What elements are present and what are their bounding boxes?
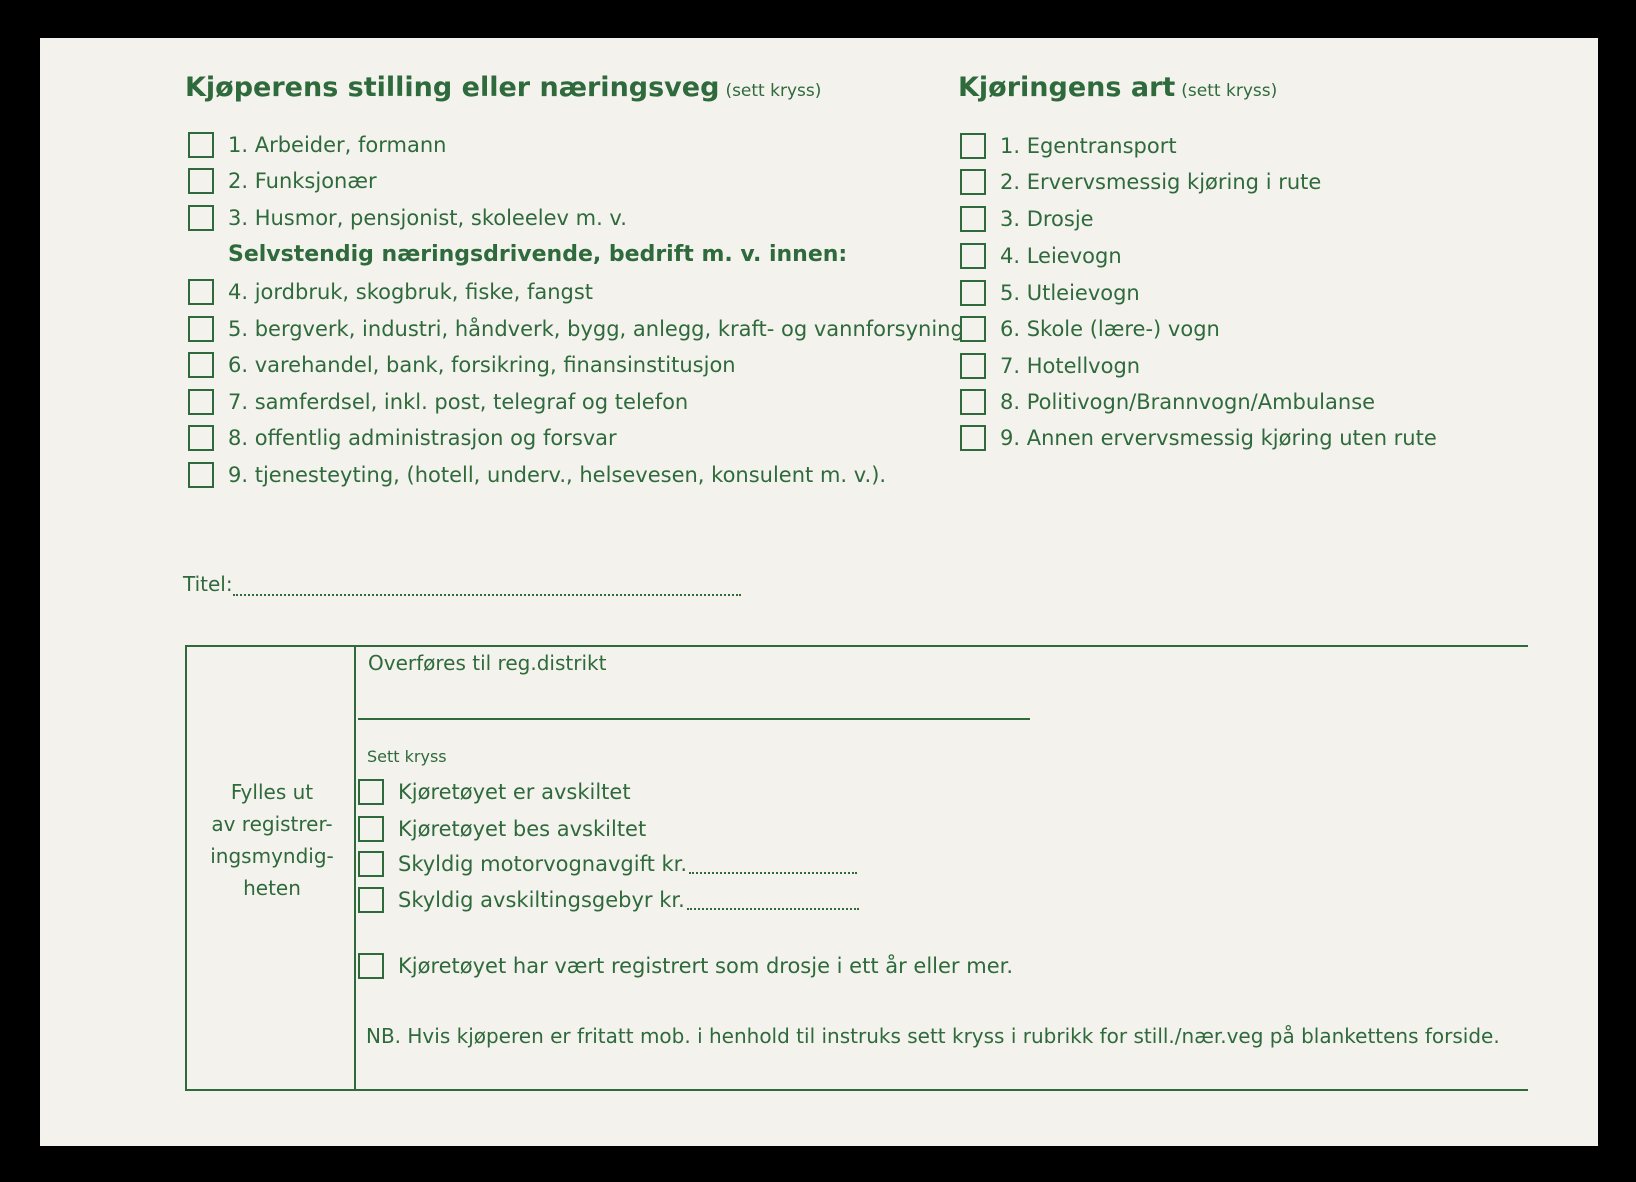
title-label: Titel: [183,572,233,596]
driving-option-9[interactable] [960,425,1437,451]
side-text-line: heten [243,876,301,900]
driving-type-title: Kjøringens art [958,72,1176,103]
occupation-option-4[interactable] [188,279,593,305]
checkbox[interactable] [960,206,986,232]
checkbox[interactable] [358,779,384,805]
mark-instruction-label: Sett kryss [367,747,447,766]
occupation-option-8[interactable] [188,425,617,451]
checkbox[interactable] [960,133,986,159]
nb-note: NB. Hvis kjøperen er fritatt mob. i henhold til instruks sett kryss i rubrikk for still./nær.veg på blankettens forside. [366,1024,1500,1048]
option-label: 8. offentlig administrasjon og forsvar [228,426,617,450]
checkbox[interactable] [358,953,384,979]
option-label: 3. Drosje [1000,207,1094,231]
checkbox[interactable] [188,168,214,194]
amount-dotted-line[interactable] [689,854,857,874]
driving-type-heading [958,72,1277,103]
checkbox[interactable] [188,389,214,415]
self-employed-subheading: Selvstendig næringsdrivende, bedrift m. v. innen: [228,242,848,267]
option-label: 2. Ervervsmessig kjøring i rute [1000,170,1322,194]
driving-type-note: (sett kryss) [1181,81,1278,101]
option-label: 1. Arbeider, formann [228,133,447,157]
checkbox[interactable] [960,243,986,269]
transfer-district-line[interactable] [358,718,1030,720]
checkbox[interactable] [188,205,214,231]
option-label: 4. jordbruk, skogbruk, fiske, fangst [228,280,594,304]
checkbox[interactable] [188,316,214,342]
registry-box-left-border [185,645,187,1091]
checkbox[interactable] [960,169,986,195]
checkbox[interactable] [188,425,214,451]
option-label: 6. varehandel, bank, forsikring, finansinstitusjon [228,353,736,377]
option-label: Skyldig avskiltingsgebyr kr. [398,888,685,912]
side-text-line: Fylles ut [230,780,314,804]
amount-dotted-line[interactable] [687,890,859,910]
check-deregistered[interactable] [358,779,631,805]
option-label: 4. Leievogn [1000,244,1122,268]
option-label: 5. Utleievogn [1000,281,1140,305]
option-label: 7. Hotellvogn [1000,354,1141,378]
registry-box-top-border [185,645,1528,647]
occupation-option-5[interactable] [188,316,964,342]
option-label: 1. Egentransport [1000,134,1177,158]
occupation-option-3[interactable] [188,205,627,231]
title-field[interactable] [183,572,741,596]
registry-authority-note [190,776,354,904]
driving-option-2[interactable] [960,169,1321,195]
driving-option-3[interactable] [960,206,1094,232]
checkbox[interactable] [960,425,986,451]
check-vehicle-tax-owed[interactable] [358,851,857,877]
checkbox[interactable] [358,816,384,842]
driving-option-5[interactable] [960,280,1140,306]
option-label: 8. Politivogn/Brannvogn/Ambulanse [1000,390,1376,414]
checkbox[interactable] [358,851,384,877]
driving-option-6[interactable] [960,316,1220,342]
occupation-option-6[interactable] [188,352,736,378]
checkbox[interactable] [188,462,214,488]
checkbox[interactable] [188,352,214,378]
buyer-occupation-heading [185,72,821,103]
option-label: 9. tjenesteyting, (hotell, underv., helsevesen, konsulent m. v.). [228,463,887,487]
check-taxi-one-year[interactable] [358,953,1013,979]
title-dotted-line[interactable] [233,576,741,596]
checkbox[interactable] [960,353,986,379]
occupation-option-9[interactable] [188,462,886,488]
check-request-deregister[interactable] [358,816,646,842]
option-label: Kjøretøyet bes avskiltet [398,817,647,841]
option-label: Kjøretøyet har vært registrert som drosje i ett år eller mer. [398,954,1013,978]
registry-box-divider [354,645,356,1091]
option-label: 6. Skole (lære-) vogn [1000,317,1220,341]
check-deregister-fee-owed[interactable] [358,887,859,913]
option-label: 5. bergverk, industri, håndverk, bygg, anlegg, kraft- og vannforsyning [228,317,964,341]
occupation-option-7[interactable] [188,389,688,415]
checkbox[interactable] [358,887,384,913]
driving-option-1[interactable] [960,133,1177,159]
checkbox[interactable] [960,280,986,306]
buyer-occupation-note: (sett kryss) [725,81,822,101]
option-label: 7. samferdsel, inkl. post, telegraf og telefon [228,390,689,414]
driving-option-4[interactable] [960,243,1122,269]
side-text-line: av registrer- [211,812,333,836]
option-label: Kjøretøyet er avskiltet [398,780,631,804]
side-text-line: ingsmyndig- [210,844,334,868]
checkbox[interactable] [960,389,986,415]
driving-option-8[interactable] [960,389,1375,415]
registry-box-bottom-border [185,1089,1528,1091]
occupation-option-1[interactable] [188,132,446,158]
option-label: 3. Husmor, pensjonist, skoleelev m. v. [228,206,627,230]
driving-option-7[interactable] [960,353,1140,379]
option-label: 2. Funksjonær [228,169,377,193]
checkbox[interactable] [960,316,986,342]
checkbox[interactable] [188,279,214,305]
occupation-option-2[interactable] [188,168,377,194]
option-label: Skyldig motorvognavgift kr. [398,852,688,876]
checkbox[interactable] [188,132,214,158]
option-label: 9. Annen ervervsmessig kjøring uten rute [1000,426,1437,450]
buyer-occupation-title: Kjøperens stilling eller næringsveg [185,72,720,103]
bleed-through-text [690,150,703,199]
transfer-district-label: Overføres til reg.distrikt [368,651,607,675]
